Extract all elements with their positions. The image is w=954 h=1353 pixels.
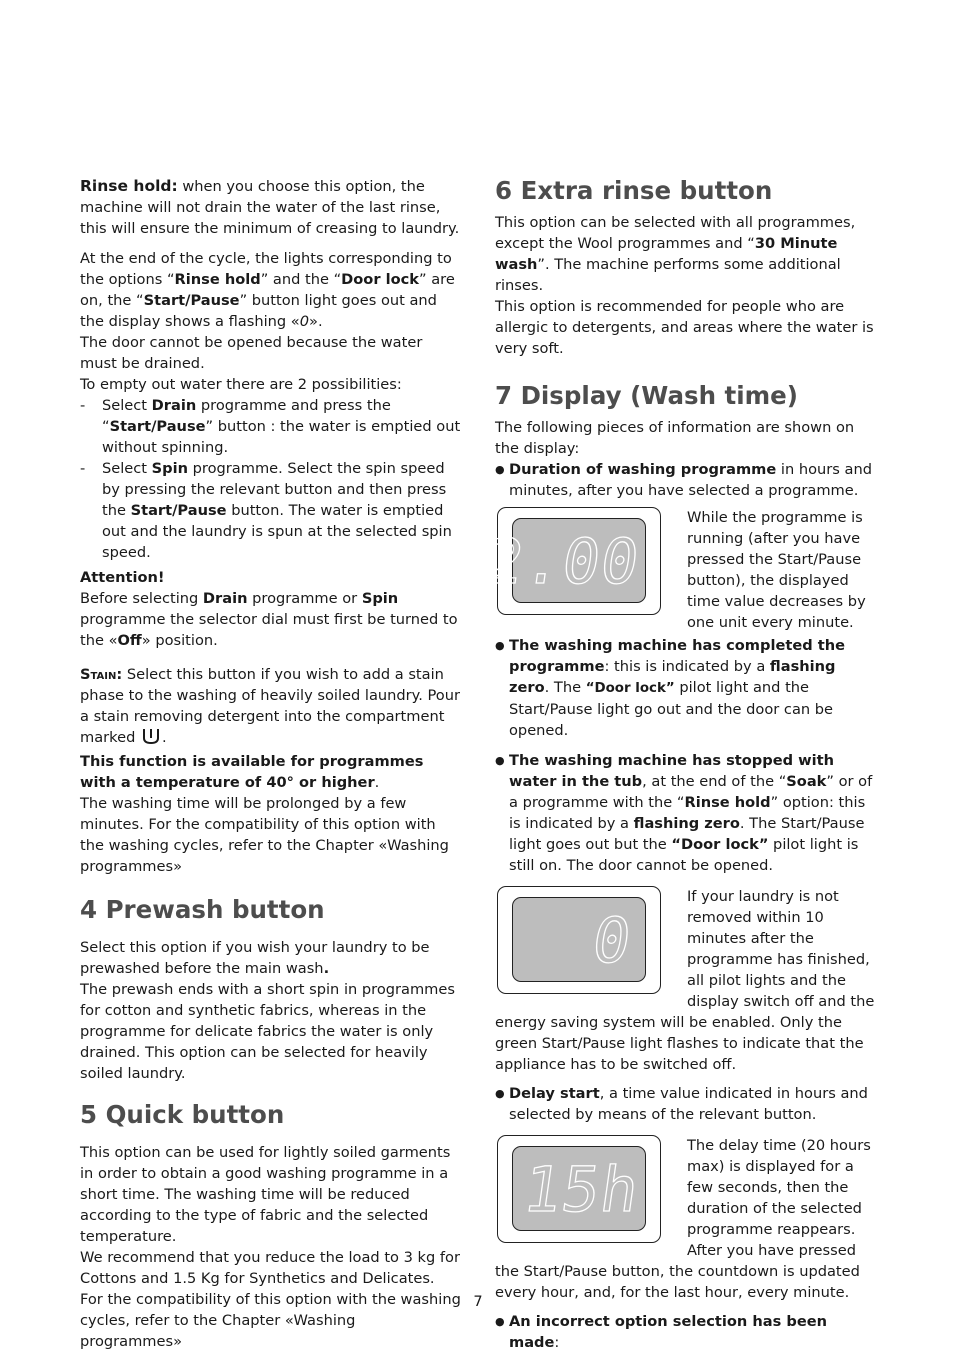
prewash-paragraph-2: The prewash ends with a short spin in programmes for cotton and synthetic fabrics, whereas in the programme for delicate fabrics the water is only drained. This option can be selected for heavily soiled laundry. <box>80 981 455 1082</box>
countdown-text: While the programme is running (after you have pressed the Start/Pause button), the displayed time value decreases by one unit every minute. <box>687 509 866 631</box>
lcd-readout: 2.00 <box>480 525 645 598</box>
completed-bullet: ● The washing machine has completed the programme: this is indicated by a flashing zero. The “Door lock” pilot light and the Start/Pause light go out and the door can be opened. <box>495 635 880 741</box>
empty-water-intro: To empty out water there are 2 possibilities: <box>80 376 402 393</box>
lcd-readout: 15h <box>518 1153 645 1226</box>
quick-paragraph-3: For the compatibility of this option with the washing cycles, refer to the Chapter «Washing programmes» <box>80 1291 461 1350</box>
delay-time-text: The delay time (20 hours max) is displayed for a few seconds, then the duration of the selected programme reappears. After you have pressed the Start/Pause button, the countdown is updated every hour, and, for the last hour, every minute. <box>495 1137 871 1301</box>
stopped-with-water-bullet: ● The washing machine has stopped with water in the tub, at the end of the “Soak” or of a programme with the “Rinse hold” option: this is indicated by a flashing zero. The Start/Pause light goes out but the “Door lock” pilot light is still on. The door cannot be opened. <box>495 750 880 876</box>
flashing-zero-glyph: 0 <box>299 313 310 330</box>
lcd-block-delay <box>495 1135 880 1303</box>
rinse-hold-paragraph <box>80 176 462 239</box>
quick-heading: 5 Quick button <box>80 1100 285 1129</box>
duration-bullet: ● Duration of washing programme in hours and minutes, after you have selected a programme. <box>495 459 880 501</box>
delay-start-bullet: ● Delay start, a time value indicated in hours and selected by means of the relevant button. <box>495 1083 880 1125</box>
prewash-heading: 4 Prewash button <box>80 895 325 924</box>
page-number: 7 <box>473 1293 483 1310</box>
extra-rinse-paragraph-2: This option is recommended for people who are allergic to detergents, and areas where the water is very soft. <box>495 298 874 357</box>
incorrect-option-bullet: ● An incorrect option selection has been made: <box>495 1311 880 1353</box>
rinse-hold-label: Rinse hold: <box>80 177 178 195</box>
attention-title: Attention! <box>80 569 165 586</box>
display-panel-zero <box>497 886 663 996</box>
lcd-readout: 0 <box>587 904 637 977</box>
display-heading: 7 Display (Wash time) <box>495 381 798 410</box>
drain-option-item: - Select Drain programme and press the “Start/Pause” button : the water is emptied out without spinning. <box>80 395 462 458</box>
quick-paragraph-1: This option can be used for lightly soiled garments in order to obtain a good washing programme in a short time. The washing time will be reduced according to the type of fabric and the selected temperature. <box>80 1144 451 1245</box>
stain-compartment-icon <box>140 727 162 751</box>
door-cannot-open-text: The door cannot be opened because the water must be drained. <box>80 334 423 372</box>
extra-rinse-heading: 6 Extra rinse button <box>495 176 773 205</box>
prewash-paragraph-1: Select this option if you wish your laundry to be prewashed before the main wash. <box>80 939 430 977</box>
quick-paragraph-2: We recommend that you reduce the load to 3 kg for Cottons and 1.5 Kg for Synthetics and Delicates. <box>80 1249 460 1287</box>
rinse-hold-text: when you choose this option, the machine will not drain the water of the last rinse, this will ensure the minimum of creasing to laundry. <box>80 178 460 237</box>
stain-prolonged-text: The washing time will be prolonged by a few minutes. For the compatibility of this option with the washing cycles, refer to the Chapter «Washing programmes» <box>80 795 449 875</box>
rinse-hold-end-paragraph: At the end of the cycle, the lights corresponding to the options “Rinse hold” and the “Door lock” are on, the “Start/Pause” button light goes out and the display shows a flashing «0». <box>80 250 455 330</box>
extra-rinse-paragraph-1: This option can be selected with all programmes, except the Wool programmes and “30 Minute wash”. The machine performs some additional rinses. <box>495 214 856 294</box>
spin-option-item: - Select Spin programme. Select the spin speed by pressing the relevant button and then press the Start/Pause button. The water is emptied out and the laundry is spun at the selected spin speed. <box>80 458 462 563</box>
energy-saving-text: If your laundry is not removed within 10 minutes after the programme has finished, all pilot lights and the display switch off and the energy saving system will be enabled. Only the green Start/Pause light flashes to indicate that the appliance has to be switched off. <box>495 888 875 1073</box>
display-intro: The following pieces of information are shown on the display: <box>495 419 855 457</box>
lcd-screen <box>512 897 646 982</box>
lcd-screen <box>480 518 646 603</box>
display-panel-duration <box>480 507 663 617</box>
lcd-block-zero <box>495 886 880 1075</box>
stain-paragraph: Stain: Select this button if you wish to add a stain phase to the washing of heavily soiled laundry. Pour a stain removing detergent into the compartment marked . <box>80 664 462 751</box>
lcd-screen <box>512 1146 646 1231</box>
right-column <box>480 176 880 1353</box>
stain-label: Stain: <box>80 666 123 683</box>
display-panel-delay <box>497 1135 663 1245</box>
attention-text: Before selecting Drain programme or Spin programme the selector dial must first be turned to the «Off» position. <box>80 590 458 649</box>
lcd-block-duration <box>480 507 880 633</box>
left-column <box>80 176 462 1352</box>
stain-temperature-note: This function is available for programmes with a temperature of 40° or higher. <box>80 753 424 791</box>
